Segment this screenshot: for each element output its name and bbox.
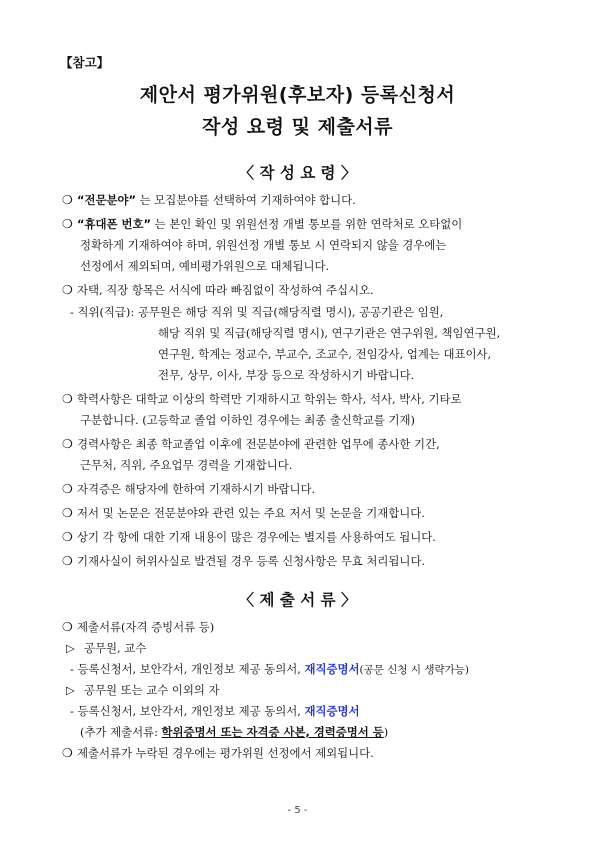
group-label: 공무원 또는 교수 이외의 자 <box>84 683 220 697</box>
group-label: 공무원, 교수 <box>84 641 147 655</box>
list-item <box>62 193 356 208</box>
list-item <box>62 620 214 635</box>
circle-bullet-icon: ❍ <box>62 392 73 406</box>
list-item <box>62 506 425 521</box>
item-text: 경력사항은 최종 학교졸업 이후에 전문분야에 관련한 업무에 종사한 기간, <box>77 437 440 451</box>
section-heading-label: 제 출 서 류 <box>259 591 336 609</box>
item-text: - 등록신청서, 보안각서, 개인정보 제공 동의서, <box>70 704 305 718</box>
item-continuation: 연구원, 학계는 정교수, 부교수, 조교수, 전임강사, 업계는 대표이사, <box>158 347 492 361</box>
item-continuation: 근무처, 직위, 주요업무 경력을 기재합니다. <box>80 458 293 472</box>
section-heading-submission-docs <box>0 588 595 610</box>
angle-bracket-right-icon: 〉 <box>340 164 357 182</box>
circle-bullet-icon: ❍ <box>62 506 73 520</box>
item-note: (공문 신청 시 생략가능) <box>359 664 470 676</box>
triangle-right-icon: ▷ <box>66 683 75 697</box>
item-continuation: 정확하게 기재하여야 하며, 위원선정 개별 통보 시 연락되지 않을 경우에는 <box>80 238 447 252</box>
item-continuation: 선정에서 제외되며, 예비평가위원으로 대체됩니다. <box>80 259 330 273</box>
circle-bullet-icon: ❍ <box>62 554 73 568</box>
item-continuation: 해당 직위 및 직급(해당직렬 명시), 연구기관은 연구위원, 책임연구원, <box>158 326 501 340</box>
circle-bullet-icon: ❍ <box>62 437 73 451</box>
highlight-text: 재직증명서 <box>304 704 360 718</box>
item-text: 는 모집분야를 선택하여 기재하여야 합니다. <box>136 193 356 207</box>
sub-item-extra <box>80 725 388 740</box>
list-item <box>62 283 374 298</box>
section-heading-label: 작 성 요 령 <box>259 164 336 182</box>
list-item <box>62 217 462 232</box>
circle-bullet-icon: ❍ <box>62 283 73 297</box>
item-text: 상기 각 항에 대한 기재 내용이 많은 경우에는 별지를 사용하여도 됩니다. <box>77 530 436 544</box>
circle-bullet-icon: ❍ <box>62 217 73 231</box>
angle-bracket-left-icon: 〈 <box>238 164 255 182</box>
circle-bullet-icon: ❍ <box>62 746 73 760</box>
item-text: 학력사항은 대학교 이상의 학력만 기재하시고 학위는 학사, 석사, 박사, 기타로 <box>77 392 462 406</box>
item-text: 제출서류(자격 증빙서류 등) <box>77 620 215 634</box>
item-text: 자택, 직장 항목은 서식에 따라 빠짐없이 작성하여 주십시오. <box>77 283 374 297</box>
document-title-line2: 작성 요령 및 제출서류 <box>201 116 394 138</box>
underlined-text: 학위증명서 또는 자격증 사본, 경력증명서 등 <box>161 725 384 739</box>
list-item <box>62 530 436 545</box>
item-text: - 등록신청서, 보안각서, 개인정보 제공 동의서, <box>70 662 305 676</box>
document-title-line1: 제안서 평가위원(후보자) 등록신청서 <box>139 84 456 106</box>
angle-bracket-left-icon: 〈 <box>238 591 255 609</box>
item-text: 기재사실이 허위사실로 발견될 경우 등록 신청사항은 무효 처리됩니다. <box>77 554 426 568</box>
section-heading-writing-guide <box>0 161 595 183</box>
item-text: 저서 및 논문은 전문분야와 관련 있는 주요 저서 및 논문을 기재합니다. <box>77 506 425 520</box>
circle-bullet-icon: ❍ <box>62 530 73 544</box>
list-item <box>62 554 425 569</box>
item-text: ) <box>383 725 389 739</box>
highlight-text: 재직증명서 <box>304 662 360 676</box>
item-continuation: 전무, 상무, 이사, 부장 등으로 작성하시기 바랍니다. <box>158 368 415 382</box>
page-number: - 5 - <box>287 805 308 816</box>
item-text: 자격증은 해당자에 한하여 기재하시기 바랍니다. <box>77 482 316 496</box>
item-text: 는 본인 확인 및 위원선정 개별 통보를 위한 연락처로 오타없이 <box>150 217 463 231</box>
sub-item: - 직위(직급): 공무원은 해당 직위 및 직급(해당직렬 명시), 공공기관은 임원, <box>70 305 444 319</box>
list-item <box>62 392 462 407</box>
group-heading <box>66 641 146 656</box>
circle-bullet-icon: ❍ <box>62 193 73 207</box>
list-item <box>62 482 315 497</box>
sub-item <box>70 704 360 719</box>
list-item <box>62 437 440 452</box>
item-text: 제출서류가 누락된 경우에는 평가위원 선정에서 제외됩니다. <box>77 746 374 760</box>
sub-item <box>70 662 469 678</box>
emphasis-text: “휴대폰 번호” <box>77 217 151 231</box>
triangle-right-icon: ▷ <box>66 641 75 655</box>
item-continuation: 구분합니다. (고등학교 졸업 이하인 경우에는 최종 출신학교를 기재) <box>80 413 415 427</box>
group-heading <box>66 683 220 698</box>
emphasis-text: “전문분야” <box>77 193 136 207</box>
reference-tag: 【참고】 <box>60 55 110 70</box>
circle-bullet-icon: ❍ <box>62 620 73 634</box>
list-item <box>62 746 374 761</box>
item-text: (추가 제출서류: <box>80 725 162 739</box>
angle-bracket-right-icon: 〉 <box>340 591 357 609</box>
circle-bullet-icon: ❍ <box>62 482 73 496</box>
